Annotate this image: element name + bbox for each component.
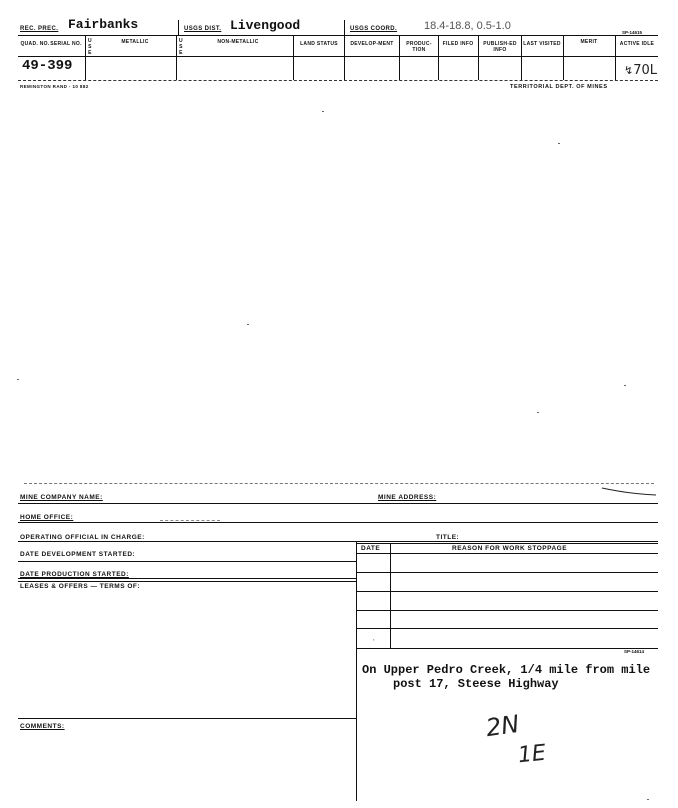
divider: [356, 648, 658, 649]
col-quad-no: QUAD. NO.: [20, 41, 50, 47]
col-published-info: PUBLISH-ED INFO: [483, 41, 517, 53]
mine-company-name-label: MINE COMPANY NAME:: [20, 494, 103, 501]
col-production: PRODUC-TION: [406, 41, 432, 53]
leases-offers-label: LEASES & OFFERS — TERMS OF:: [20, 583, 141, 590]
date-development-label: DATE DEVELOPMENT STARTED:: [20, 551, 136, 558]
divider: [18, 561, 356, 562]
divider: [18, 522, 658, 523]
divider: [356, 572, 658, 573]
divider: [390, 543, 391, 648]
card-edge-dash: [24, 483, 654, 484]
divider: [18, 578, 356, 579]
col-metallic: METALLIC: [121, 39, 149, 45]
rec-prec-label: REC. PREC.: [20, 26, 59, 32]
header-mid-rule: [18, 56, 658, 57]
divider: [478, 36, 479, 80]
scan-speck: [247, 324, 249, 325]
mine-address-label: MINE ADDRESS:: [378, 494, 437, 501]
col-merit: MERIT: [580, 39, 598, 45]
handwritten-range: 1E: [516, 740, 548, 769]
usgs-coord-value: 18.4-18.8, 0.5-1.0: [424, 20, 511, 32]
col-use-1: U S E: [88, 38, 92, 56]
col-development: DEVELOP-MENT: [350, 41, 394, 47]
divider: [85, 36, 86, 80]
usgs-dist-label: USGS DIST.: [184, 26, 222, 32]
divider: [18, 581, 356, 582]
location-note-line-2: post 17, Steese Highway: [393, 677, 559, 691]
scan-speck: [558, 143, 560, 144]
divider: [438, 36, 439, 80]
printer-mark: REMINGTON RAND - 10 882: [20, 84, 89, 89]
lower-form-divider: [356, 541, 357, 801]
divider: [160, 520, 220, 521]
divider: [356, 543, 658, 544]
col-land-status: LAND STATUS: [300, 41, 338, 47]
divider: [293, 36, 294, 80]
active-idle-value: ↯70L: [624, 63, 658, 78]
title-label: TITLE:: [436, 534, 460, 541]
card-edge-curve: [600, 482, 658, 498]
quad-serial-value: 49-399: [22, 58, 73, 74]
form-number-bottom: SP-14614: [624, 649, 645, 654]
home-office-label: HOME OFFICE:: [20, 514, 74, 521]
col-non-metallic: NON-METALLIC: [217, 39, 259, 45]
scan-speck: [322, 111, 324, 112]
operating-official-label: OPERATING OFFICIAL IN CHARGE:: [20, 534, 145, 541]
divider: [521, 36, 522, 80]
divider: [344, 20, 345, 36]
mark: ,: [373, 636, 375, 642]
divider: [356, 553, 658, 554]
scan-speck: [624, 385, 626, 386]
header-bottom-rule: [18, 80, 658, 81]
header-top-rule: [18, 35, 658, 36]
handwritten-township: 2N: [484, 709, 522, 743]
divider: [356, 628, 658, 629]
divider: [176, 36, 177, 80]
col-active-idle: ACTIVE IDLE: [619, 41, 655, 47]
col-use-2: U S E: [179, 38, 183, 56]
col-filed-info: FILED INFO: [442, 41, 474, 47]
divider: [399, 36, 400, 80]
form-number-top: SP-14615: [622, 30, 643, 35]
scan-speck: [17, 379, 19, 380]
divider: [178, 20, 179, 36]
rec-prec-value: Fairbanks: [68, 17, 139, 32]
comments-label: COMMENTS:: [20, 723, 65, 730]
location-note-line-1: On Upper Pedro Creek, 1/4 mile from mile: [362, 663, 651, 677]
divider: [344, 36, 345, 80]
divider: [18, 503, 658, 504]
divider: [615, 36, 616, 80]
date-column-header: DATE: [361, 545, 381, 552]
divider: [356, 591, 658, 592]
divider: [356, 610, 658, 611]
divider: [563, 36, 564, 80]
usgs-dist-value: Livengood: [230, 18, 301, 33]
divider: [18, 718, 356, 719]
reason-column-header: REASON FOR WORK STOPPAGE: [452, 545, 568, 552]
date-production-label: DATE PRODUCTION STARTED:: [20, 571, 129, 578]
usgs-coord-label: USGS COORD.: [350, 26, 398, 32]
department-name: TERRITORIAL DEPT. OF MINES: [510, 84, 608, 90]
col-last-visited: LAST VISITED: [523, 41, 561, 47]
scan-speck: [537, 412, 539, 413]
divider: [18, 541, 658, 542]
col-serial-no: SERIAL NO.: [50, 41, 82, 47]
scan-speck: [647, 799, 649, 800]
